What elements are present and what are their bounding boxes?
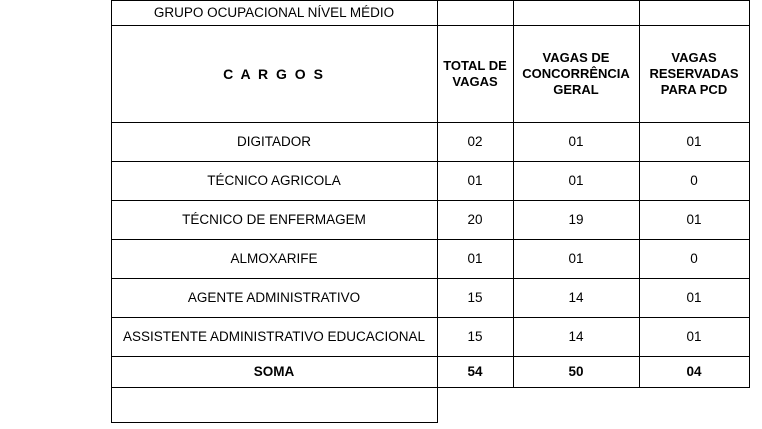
cell-pcd: 01: [639, 318, 749, 357]
cell-total: 20: [437, 201, 513, 240]
header-concorrencia-geral: VAGAS DE CONCORRÊNCIA GERAL: [513, 26, 639, 123]
group-empty-geral-cell: [513, 1, 639, 26]
spacer-cell-left: [1, 162, 111, 201]
spacer-cell-left: [1, 318, 111, 357]
header-cargos: C A R G O S: [111, 26, 437, 123]
cell-cargo: TÉCNICO AGRICOLA: [111, 162, 437, 201]
cell-pcd: 01: [639, 201, 749, 240]
group-empty-total-cell: [437, 1, 513, 26]
empty-cell-geral: [513, 388, 639, 423]
cell-total: 02: [437, 123, 513, 162]
cell-geral: 01: [513, 240, 639, 279]
cell-soma-total: 54: [437, 357, 513, 388]
table-row-total: [1, 357, 749, 388]
cell-soma-label: SOMA: [111, 357, 437, 388]
empty-cell-total: [437, 388, 513, 423]
table-row: [1, 318, 749, 357]
table-row-empty: [1, 388, 749, 423]
empty-cell-cargo: [111, 388, 437, 423]
cell-cargo: ASSISTENTE ADMINISTRATIVO EDUCACIONAL: [111, 318, 437, 357]
cell-pcd: 01: [639, 279, 749, 318]
cell-geral: 14: [513, 318, 639, 357]
cell-cargo: ALMOXARIFE: [111, 240, 437, 279]
group-empty-pcd-cell: [639, 1, 749, 26]
cell-soma-geral: 50: [513, 357, 639, 388]
vacancies-table: [1, 0, 750, 423]
cell-soma-pcd: 04: [639, 357, 749, 388]
cell-geral: 14: [513, 279, 639, 318]
spacer-cell-left: [1, 1, 111, 26]
cell-total: 15: [437, 279, 513, 318]
table-row: [1, 162, 749, 201]
cell-total: 01: [437, 240, 513, 279]
cell-pcd: 0: [639, 162, 749, 201]
cell-geral: 01: [513, 123, 639, 162]
spacer-cell-left: [1, 123, 111, 162]
header-total-vagas: TOTAL DE VAGAS: [437, 26, 513, 123]
header-reservadas-pcd: VAGAS RESERVADAS PARA PCD: [639, 26, 749, 123]
cell-geral: 01: [513, 162, 639, 201]
table-header-row: [1, 26, 749, 123]
cell-geral: 19: [513, 201, 639, 240]
empty-cell-pcd: [639, 388, 749, 423]
table-row: [1, 240, 749, 279]
cell-pcd: 01: [639, 123, 749, 162]
cell-pcd: 0: [639, 240, 749, 279]
group-title-cell: GRUPO OCUPACIONAL NÍVEL MÉDIO: [111, 1, 437, 26]
spacer-cell-left: [1, 357, 111, 388]
table-row-group-title: [1, 1, 749, 26]
cell-cargo: DIGITADOR: [111, 123, 437, 162]
spacer-cell-left: [1, 26, 111, 123]
cell-cargo: AGENTE ADMINISTRATIVO: [111, 279, 437, 318]
spacer-cell-left: [1, 388, 111, 423]
spacer-cell-left: [1, 201, 111, 240]
table-row: [1, 201, 749, 240]
spacer-cell-left: [1, 279, 111, 318]
cell-cargo: TÉCNICO DE ENFERMAGEM: [111, 201, 437, 240]
cell-total: 01: [437, 162, 513, 201]
cell-total: 15: [437, 318, 513, 357]
spacer-cell-left: [1, 240, 111, 279]
table-row: [1, 279, 749, 318]
table-row: [1, 123, 749, 162]
